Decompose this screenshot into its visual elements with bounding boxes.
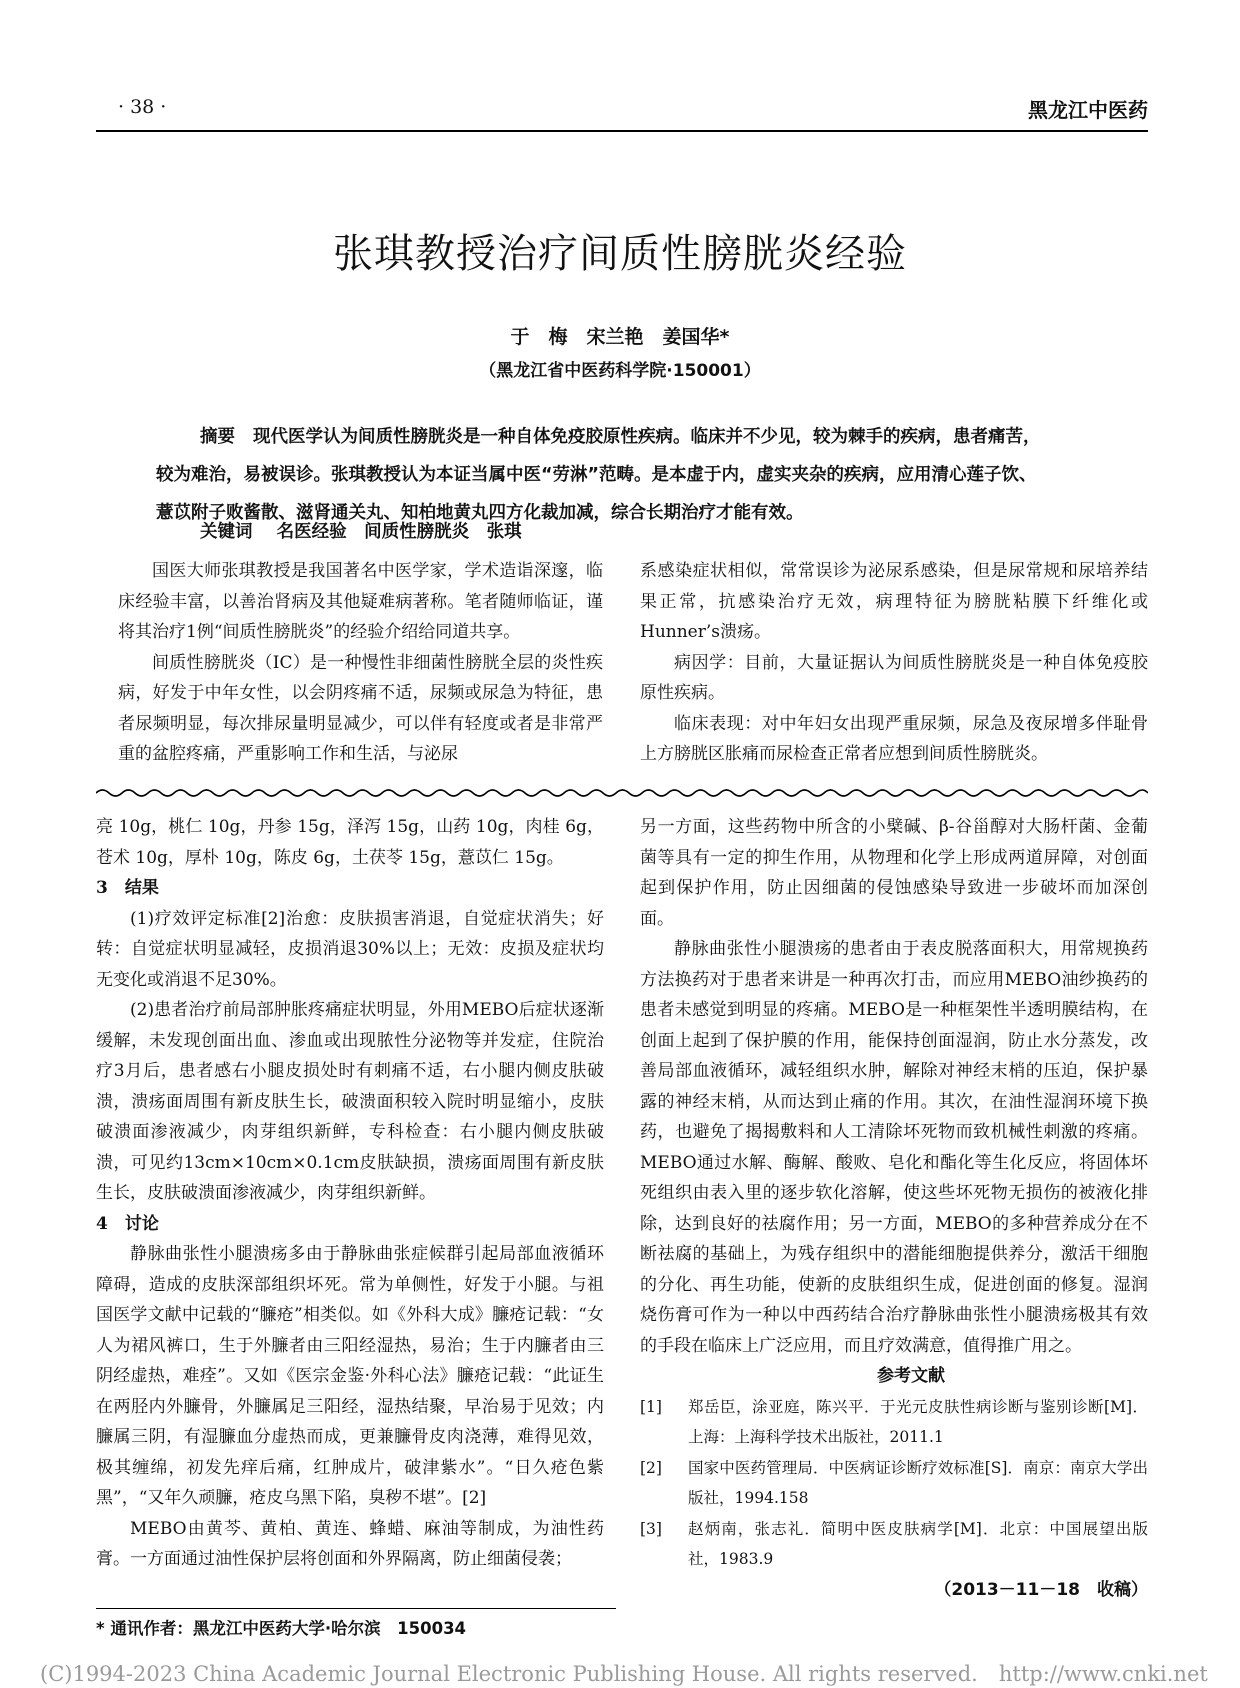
paragraph: MEBO由黄芩、黄柏、黄连、蜂蜡、麻油等制成，为油性药膏。一方面通过油性保护层将创面和外界隔离，防止细菌侵袭；	[96, 1518, 604, 1569]
wavy-divider	[96, 786, 1148, 800]
abstract-label: 摘要	[200, 427, 235, 447]
reference-number: [3]	[640, 1519, 662, 1538]
paragraph: 系感染症状相似，常常误诊为泌尿系感染，但是尿常规和尿培养结果正常，抗感染治疗无效，病理特征为膀胱粘膜下纤维化或Hunner’s溃疡。	[640, 561, 1148, 642]
copyright-watermark: (C)1994-2023 China Academic Journal Electronic Publishing House. All rights reserved. http://www.cnki.net	[40, 1662, 1208, 1686]
abstract-line-2: 较为难治，易被误诊。张琪教授认为本证当属中医“劳淋”范畴。是本虚于内，虚实夹杂的疾病，应用清心莲子饮、	[156, 465, 1037, 485]
keywords-label: 关键词	[200, 522, 253, 542]
article-title: 张琪教授治疗间质性膀胱炎经验	[333, 231, 907, 277]
reference-number: [1]	[640, 1397, 662, 1416]
abstract-line-1	[156, 418, 1096, 456]
paragraph: 国医大师张琪教授是我国著名中医学家，学术造诣深邃，临床经验丰富，以善治肾病及其他疑难病著称。笔者随师临证，谨将其治疗1例“间质性膀胱炎”的经验介绍给同道共享。	[118, 561, 603, 642]
top-right-column	[640, 556, 1148, 770]
header-rule	[96, 130, 1148, 132]
paragraph: 亮 10g，桃仁 10g，丹参 15g，泽泻 15g，山药 10g，肉桂 6g，苍术 10g，厚朴 10g，陈皮 6g，土茯苓 15g，薏苡仁 15g。	[96, 817, 604, 868]
reference-item	[640, 1514, 1148, 1575]
reference-item	[640, 1453, 1148, 1514]
affiliation: （黑龙江省中医药科学院·150001）	[479, 361, 761, 381]
paragraph: (1)疗效评定标准[2]治愈：皮肤损害消退，自觉症状消失；好转：自觉症状明显减轻，皮损消退30%以上；无效：皮损及症状均无变化或消退不足30%。	[96, 908, 604, 990]
reference-text: 赵炳南，张志礼．简明中医皮肤病学[M]．北京：中国展望出版社，1983.9	[688, 1519, 1148, 1568]
keywords-text: 名医经验 间质性膀胱炎 张琪	[276, 522, 522, 542]
authors: 于 梅 宋兰艳 姜国华*	[510, 326, 730, 348]
section-heading: 3 结果	[96, 878, 159, 898]
footnote-rule	[96, 1608, 616, 1609]
keywords	[200, 518, 522, 543]
abstract	[156, 418, 1096, 532]
paragraph: 临床表现：对中年妇女出现严重尿频，尿急及夜尿增多伴耻骨上方膀胱区胀痛而尿检查正常者应想到间质性膀胱炎。	[640, 713, 1148, 764]
received-date: （2013－11－18 收稿）	[934, 1579, 1148, 1600]
reference-text: 郑岳臣，涂亚庭，陈兴平．于光元皮肤性病诊断与鉴别诊断[M]．上海：上海科学技术出版社，2011.1	[688, 1397, 1148, 1446]
section-heading: 4 讨论	[96, 1213, 159, 1234]
bottom-right-column	[640, 812, 1148, 1605]
paragraph: 病因学：目前，大量证据认为间质性膀胱炎是一种自体免疫胶原性疾病。	[640, 652, 1148, 703]
top-left-column	[118, 556, 603, 770]
abstract-line-3: 薏苡附子败酱散、滋肾通关丸、知柏地黄丸四方化裁加减，综合长期治疗才能有效。	[156, 503, 804, 523]
reference-number: [2]	[640, 1458, 662, 1477]
paragraph: 静脉曲张性小腿溃疡的患者由于表皮脱落面积大，用常规换药方法换药对于患者来讲是一种再次打击，而应用MEBO油纱换药的患者未感觉到明显的疼痛。MEBO是一种框架性半透明膜结构，在创面上起到了保护膜的作用，能保持创面湿润，防止水分蒸发，改善局部血液循环，减轻组织水肿，解除对神经末梢的压迫，保护暴露的神经末梢，从而达到止痛的作用。其次，在油性湿润环境下换药，也避免了揭揭敷料和人工清除坏死物而致机械性刺激的疼痛。MEBO通过水解、酶解、酸败、皂化和酯化等生化反应，将固体坏死组织由表入里的逐步软化溶解，使这些坏死物无损伤的被液化排除，达到良好的祛腐作用；另一方面，MEBO的多种营养成分在不断祛腐的基础上，为残存组织中的潜能细胞提供养分，激活干细胞的分化、再生功能，使新的皮肤组织生成，促进创面的修复。湿润烧伤膏可作为一种以中西药结合治疗静脉曲张性小腿溃疡极其有效的手段在临床上广泛应用，而且疗效满意，值得推广用之。	[640, 939, 1148, 1356]
paragraph: 静脉曲张性小腿溃疡多由于静脉曲张症候群引起局部血液循环障碍，造成的皮肤深部组织坏死。常为单侧性，好发于小腿。与祖国医学文献中记载的“臁疮”相类似。如《外科大成》臁疮记载：“女人为裙风裤口，生于外臁者由三阳经湿热，易治；生于内臁者由三阴经虚热，难痊”。又如《医宗金鉴·外科心法》臁疮记载：“此证生在两胫内外臁骨，外臁属足三阳经，湿热结聚，早治易于见效；内臁属三阴，有湿臁血分虚热而成，更兼臁骨皮肉浇薄，难得见效，极其缠绵，初发先痒后痛，红肿成片，破津紫水”。“日久疮色紫黑”，“又年久顽臁，疮皮乌黑下陷，臭秽不堪”。[2]	[96, 1244, 604, 1508]
paragraph: 间质性膀胱炎（IC）是一种慢性非细菌性膀胱全层的炎性疾病，好发于中年女性，以会阴疼痛不适，尿频或尿急为特征，患者尿频明显，每次排尿量明显减少，可以伴有轻度或者是非常严重的盆腔疼痛，严重影响工作和生活，与泌尿	[118, 652, 603, 764]
abstract-text-1: 现代医学认为间质性膀胱炎是一种自体免疫胶原性疾病。临床并不少见，较为棘手的疾病，患者痛苦，	[253, 427, 1041, 447]
paragraph: 另一方面，这些药物中所含的小檗碱、β-谷甾醇对大肠杆菌、金葡菌等具有一定的抑生作用，从物理和化学上形成两道屏障，对创面起到保护作用，防止因细菌的侵蚀感染导致进一步破坏而加深创面。	[640, 817, 1148, 929]
reference-item	[640, 1392, 1148, 1453]
bottom-left-column	[96, 812, 604, 1575]
corresponding-author-footnote: * 通讯作者：黑龙江中医药大学·哈尔滨 150034	[96, 1619, 467, 1638]
paragraph: (2)患者治疗前局部肿胀疼痛症状明显，外用MEBO后症状逐渐缓解，未发现创面出血、渗血或出现脓性分泌物等并发症，住院治疗3月后，患者感右小腿皮损处时有刺痛不适，右小腿内侧皮肤破溃，溃疡面周围有新皮肤生长，破溃面积较入院时明显缩小，皮肤破溃面渗液减少，肉芽组织新鲜，专科检查：右小腿内侧皮肤破溃，可见约13cm×10cm×0.1cm皮肤缺损，溃疡面周围有新皮肤生长，皮肤破溃面渗液减少，肉芽组织新鲜。	[96, 1000, 604, 1203]
references-title: 参考文献	[877, 1366, 945, 1386]
reference-text: 国家中医药管理局．中医病证诊断疗效标准[S]．南京：南京大学出版社，1994.158	[688, 1458, 1148, 1507]
journal-name: 黑龙江中医药	[1028, 98, 1148, 122]
page-number: · 38 ·	[118, 96, 167, 118]
